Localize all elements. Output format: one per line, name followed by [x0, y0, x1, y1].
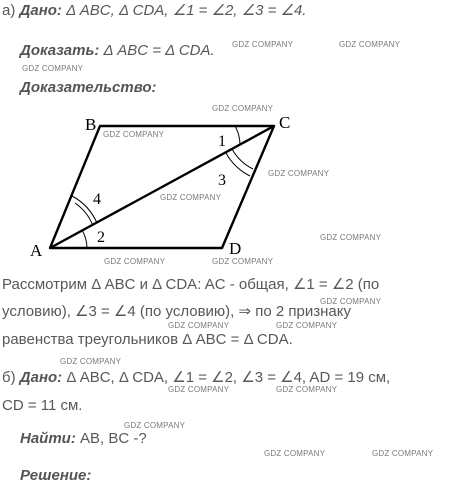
watermark: GDZ COMPANY: [212, 104, 274, 113]
vertex-label-c: C: [279, 113, 291, 132]
vertex-label-b: B: [85, 115, 97, 134]
watermark: GDZ COMPANY: [268, 169, 330, 178]
watermark: GDZ COMPANY: [104, 257, 166, 266]
watermark: GDZ COMPANY: [103, 130, 165, 139]
watermark: GDZ COMPANY: [212, 257, 274, 266]
find-b-label: Найти:: [20, 430, 76, 447]
prove-a-text: Δ ABC = Δ CDA.: [103, 42, 215, 59]
given-a-label: Дано:: [19, 2, 62, 19]
given-b-line-2: CD = 11 см.: [2, 397, 83, 414]
find-b-line: [20, 430, 147, 448]
watermark: GDZ COMPANY: [160, 193, 222, 202]
watermark: GDZ COMPANY: [264, 449, 326, 458]
watermark: GDZ COMPANY: [320, 297, 382, 306]
solution-heading: Решение:: [20, 467, 92, 484]
proof-heading: Доказательство:: [20, 79, 157, 96]
watermark: GDZ COMPANY: [372, 449, 434, 458]
given-a-text: Δ ABC, Δ CDA, ∠1 = ∠2, ∠3 = ∠4.: [66, 2, 307, 19]
angle-4-arc-inner: [75, 203, 93, 226]
watermark: GDZ COMPANY: [22, 64, 84, 73]
angle-2-arc: [82, 230, 87, 248]
watermark: GDZ COMPANY: [320, 233, 382, 242]
angle-label-1: 1: [218, 133, 226, 150]
given-b-text-1: Δ ABC, Δ CDA, ∠1 = ∠2, ∠3 = ∠4, AD = 19 см,: [66, 369, 391, 386]
proof-line-2: условию), ∠3 = ∠4 (по условию), ⇒ по 2 признаку: [2, 303, 351, 320]
watermark: GDZ COMPANY: [232, 40, 294, 49]
angle-label-4: 4: [93, 191, 101, 208]
watermark: GDZ COMPANY: [168, 385, 230, 394]
watermark: GDZ COMPANY: [60, 357, 122, 366]
angle-1-arc: [235, 126, 240, 145]
proof-line-1: Рассмотрим Δ ABC и Δ CDA: AC - общая, ∠1 = ∠2 (по: [2, 276, 380, 293]
angle-label-3: 3: [218, 172, 226, 189]
prove-a-label: Доказать:: [20, 42, 100, 59]
given-a-prefix: а): [2, 2, 16, 19]
given-b-prefix: б): [2, 369, 16, 386]
given-b-label: Дано:: [19, 369, 63, 386]
watermark: GDZ COMPANY: [168, 321, 230, 330]
vertex-label-d: D: [229, 239, 242, 258]
watermark: GDZ COMPANY: [339, 40, 401, 49]
vertex-label-a: A: [30, 241, 43, 260]
find-b-text: AB, BC -?: [80, 430, 147, 447]
angle-label-2: 2: [97, 229, 105, 246]
watermark: GDZ COMPANY: [124, 421, 186, 430]
watermark: GDZ COMPANY: [276, 321, 338, 330]
watermark: GDZ COMPANY: [276, 385, 338, 394]
proof-line-3: равенства треугольников Δ ABC = Δ CDA.: [2, 331, 293, 348]
